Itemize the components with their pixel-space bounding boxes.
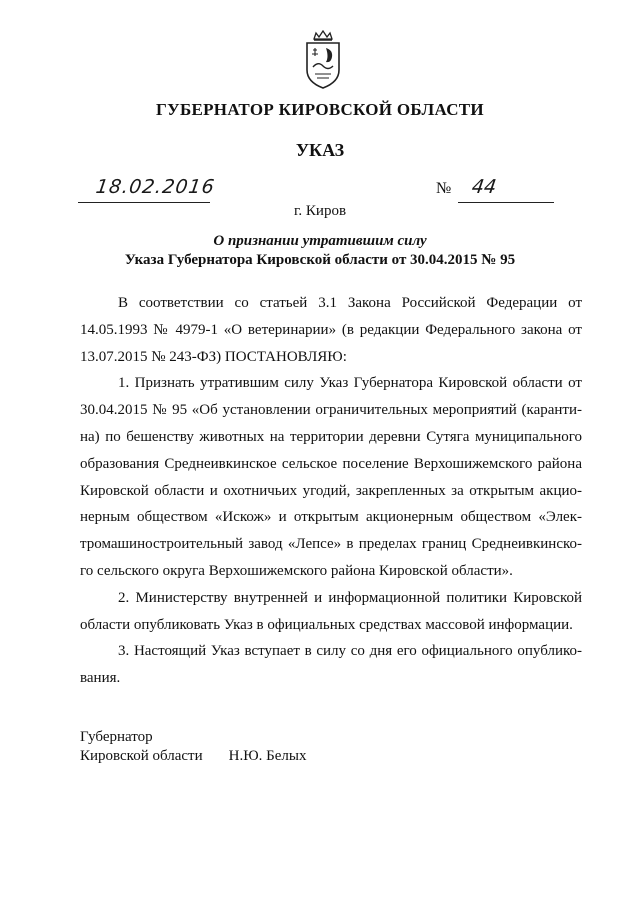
city: г. Киров	[293, 203, 347, 219]
body-line: на) по бешенству животных на территории деревни Сутяга муниципального	[80, 428, 582, 445]
subject-line-2: Указа Губернатора Кировской области от 30.04.2015 № 95	[124, 252, 516, 268]
body-line: Кировской области и охотничьих угодий, закрепленных за открытым акцио-	[80, 482, 582, 499]
document-subject	[0, 232, 640, 270]
body-line: тромашиностроительный завод «Лепсе» в пределах границ Среднеивкинско-	[80, 536, 582, 553]
coat-of-arms-emblem	[302, 30, 344, 90]
body-line: области опубликовать Указ в официальных средствах массовой информации.	[80, 616, 573, 633]
signatory-name: Н.Ю. Белых	[228, 748, 307, 764]
number-field	[458, 176, 554, 203]
body-line: 13.07.2015 № 243-ФЗ) ПОСТАНОВЛЯЮ:	[80, 348, 347, 365]
signatory-region: Кировской области	[80, 748, 203, 764]
body-line: образования Среднеивкинское сельское поселение Верхошижемского района	[80, 455, 582, 472]
document-date: 18.02.2016	[94, 176, 217, 198]
body-line: 3. Настоящий Указ вступает в силу со дня его официального опублико-	[118, 643, 582, 660]
subject-line-1: О признании утратившим силу	[213, 233, 427, 249]
body-line: 1. Признать утратившим силу Указ Губернатора Кировской области от	[118, 375, 582, 392]
document-type: УКАЗ	[295, 140, 345, 160]
document-number: 44	[470, 176, 498, 198]
date-field	[78, 176, 217, 203]
document-body	[80, 290, 582, 692]
body-line: 14.05.1993 № 4979-1 «О ветеринарии» (в редакции Федерального закона от	[80, 321, 582, 338]
body-line: В соответствии со статьей 3.1 Закона Российской Федерации от	[118, 295, 582, 311]
signature-block	[80, 728, 306, 766]
body-line: 30.04.2015 № 95 «Об установлении ограничительных мероприятий (каранти-	[80, 402, 582, 419]
issuing-authority: ГУБЕРНАТОР КИРОВСКОЙ ОБЛАСТИ	[156, 100, 484, 119]
signatory-title-line-2	[80, 747, 306, 766]
signatory-title-line-1: Губернатор	[80, 729, 153, 745]
body-line: го сельского округа Верхошижемского района Кировской области».	[80, 562, 513, 579]
body-line: нерным обществом «Искож» и открытым акционерным обществом «Элек-	[80, 509, 582, 526]
body-line: вания.	[80, 670, 121, 687]
body-line: 2. Министерству внутренней и информационной политики Кировской	[118, 589, 582, 606]
number-label: №	[436, 180, 452, 197]
